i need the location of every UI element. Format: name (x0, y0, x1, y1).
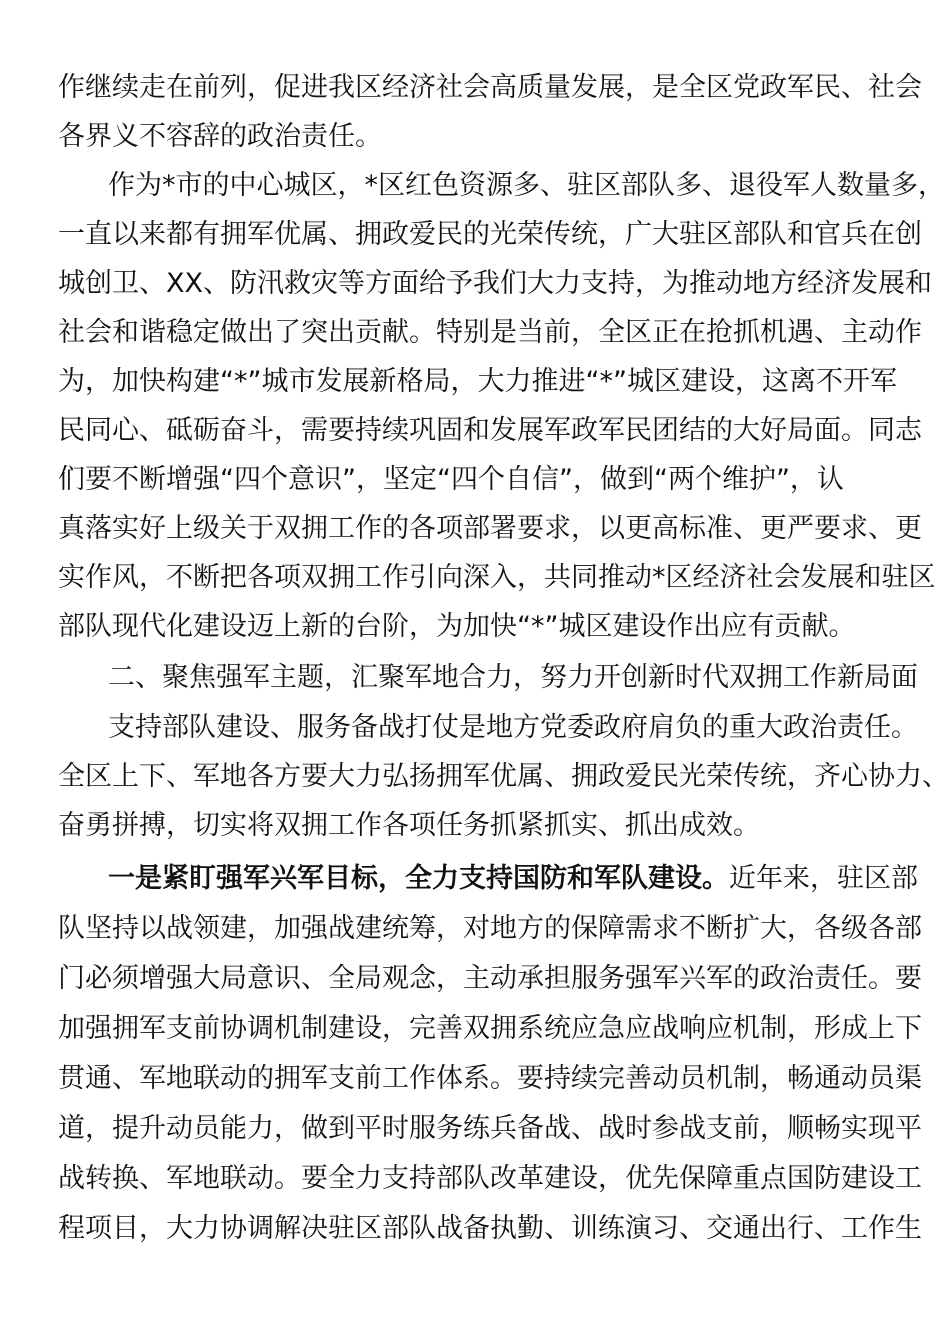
paragraph-first-line: 作为*市的中心城区，*区红色资源多、驻区部队多、退役军人数量多， (108, 170, 945, 201)
text-line: 作继续走在前列，促进我区经济社会高质量发展，是全区党政军民、社会 (58, 72, 922, 103)
text-line: 社会和谐稳定做出了突出贡献。特别是当前，全区正在抢抓机遇、主动作 (58, 317, 922, 348)
paragraph-first-line: 支持部队建设、服务备战打仗是地方党委政府肩负的重大政治责任。 (108, 712, 918, 743)
text-line: 贯通、军地联动的拥军支前工作体系。要持续完善动员机制，畅通动员渠 (58, 1063, 922, 1094)
text-line: 加强拥军支前协调机制建设，完善双拥系统应急应战响应机制，形成上下 (58, 1013, 922, 1044)
paragraph-first-line (108, 857, 918, 901)
text-line: 全区上下、军地各方要大力弘扬拥军优属、拥政爱民光荣传统，齐心协力、 (58, 761, 949, 792)
bold-lead-sentence: 一是紧盯强军兴军目标，全力支持国防和军队建设。 (108, 863, 729, 894)
text-line: 门必须增强大局意识、全局观念，主动承担服务强军兴军的政治责任。要 (58, 963, 922, 994)
text-line: 程项目，大力协调解决驻区部队战备执勤、训练演习、交通出行、工作生 (58, 1213, 922, 1244)
text-line: 各界义不容辞的政治责任。 (58, 121, 382, 152)
text-line: 们要不断增强“四个意识”，坚定“四个自信”，做到“两个维护”，认 (58, 464, 844, 495)
text-line: 民同心、砥砺奋斗，需要持续巩固和发展军政军民团结的大好局面。同志 (58, 415, 922, 446)
text-line: 奋勇拼搏，切实将双拥工作各项任务抓紧抓实、抓出成效。 (58, 810, 760, 841)
section-heading: 二、聚焦强军主题，汇聚军地合力，努力开创新时代双拥工作新局面 (108, 662, 918, 693)
text-line: 城创卫、XX、防汛救灾等方面给予我们大力支持，为推动地方经济发展和 (58, 268, 932, 299)
text-line: 部队现代化建设迈上新的台阶，为加快“*”城区建设作出应有贡献。 (58, 611, 856, 642)
text-line: 实作风，不断把各项双拥工作引向深入，共同推动*区经济社会发展和驻区 (58, 562, 936, 593)
text-line: 真落实好上级关于双拥工作的各项部署要求，以更高标准、更严要求、更 (58, 513, 922, 544)
lead-line-rest: 近年来，驻区部 (729, 863, 918, 894)
text-line: 为，加快构建“*”城市发展新格局，大力推进“*”城区建设，这离不开军 (58, 366, 897, 397)
text-line: 一直以来都有拥军优属、拥政爱民的光荣传统，广大驻区部队和官兵在创 (58, 219, 922, 250)
text-line: 道，提升动员能力，做到平时服务练兵备战、战时参战支前，顺畅实现平 (58, 1113, 922, 1144)
text-line: 队坚持以战领建，加强战建统筹，对地方的保障需求不断扩大，各级各部 (58, 913, 922, 944)
text-line: 战转换、军地联动。要全力支持部队改革建设，优先保障重点国防建设工 (58, 1163, 922, 1194)
